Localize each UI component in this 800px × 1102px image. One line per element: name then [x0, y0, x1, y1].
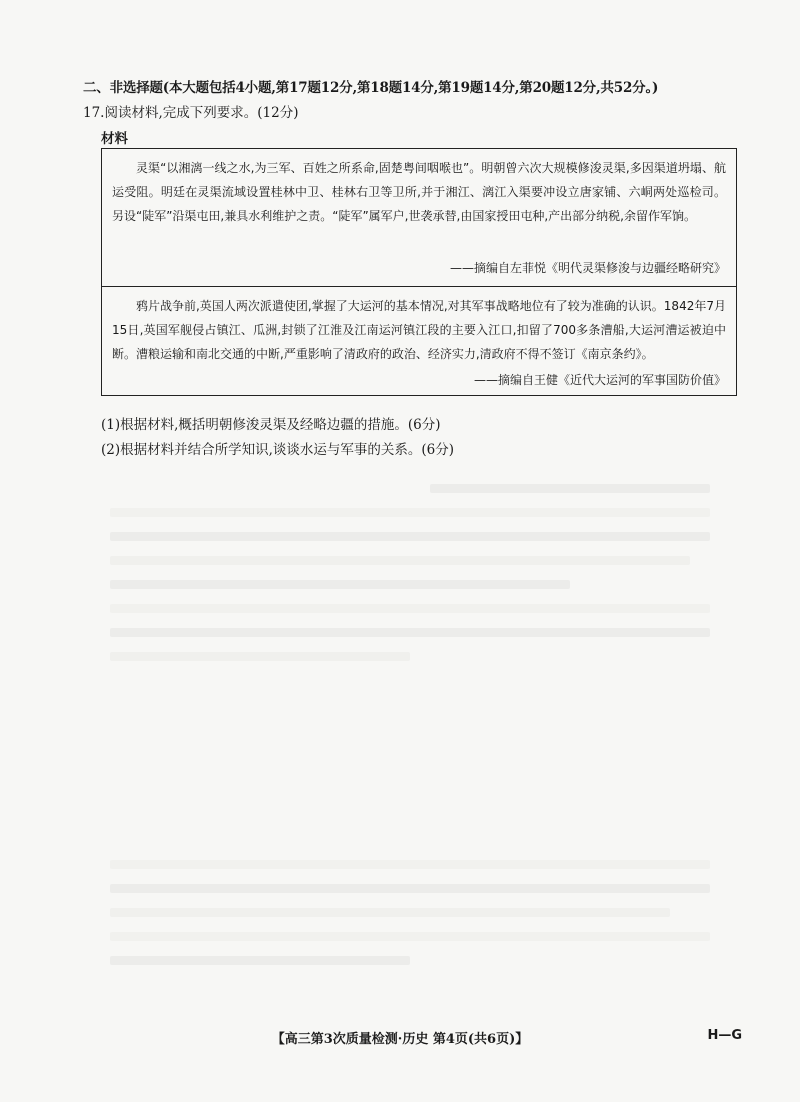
material-2-source: ——摘编自王健《近代大运河的军事国防价值》	[473, 373, 726, 387]
material-1-source: ——摘编自左菲悦《明代灵渠修浚与边疆经略研究》	[449, 261, 726, 275]
footer-paper-code: H—G	[707, 1028, 742, 1043]
footer-page-info: 【高三第3次质量检测·历史 第4页(共6页)】	[271, 1032, 529, 1047]
material-divider	[102, 286, 736, 287]
sub-question-2: (2)根据材料并结合所学知识,谈谈水运与军事的关系。(6分)	[101, 442, 455, 458]
material-2-text: 鸦片战争前,英国人两次派遣使团,掌握了大运河的基本情况,对其军事战略地位有了较为准确的认识。1842年7月15日,英国军舰侵占镇江、瓜洲,封锁了江淮及江南运河镇江段的主要入江口,扣留了700多条漕船,大运河漕运被迫中断。漕粮运输和南北交通的中断,严重影响了清政府的政治、经济实力,清政府不得不签订《南京条约》。	[112, 299, 726, 361]
material-label: 材料	[101, 131, 128, 147]
material-box	[101, 148, 737, 396]
sub-question-1: (1)根据材料,概括明朝修浚灵渠及经略边疆的措施。(6分)	[101, 417, 441, 433]
question-17-prompt: 17.阅读材料,完成下列要求。(12分)	[83, 105, 299, 121]
material-1-text: 灵渠“以湘漓一线之水,为三军、百姓之所系命,固楚粤间咽喉也”。明朝曾六次大规模修浚灵渠,多因渠道坍塌、航运受阻。明廷在灵渠流域设置桂林中卫、桂林右卫等卫所,并于湘江、漓江入渠要冲设立唐家铺、六峒两处巡检司。另设“陡军”沿渠屯田,兼具水利维护之责。“陡军”属军户,世袭承替,由国家授田屯种,产出部分纳税,余留作军饷。	[112, 161, 726, 223]
section-heading: 二、非选择题(本大题包括4小题,第17题12分,第18题14分,第19题14分,第20题12分,共52分。)	[83, 80, 659, 96]
